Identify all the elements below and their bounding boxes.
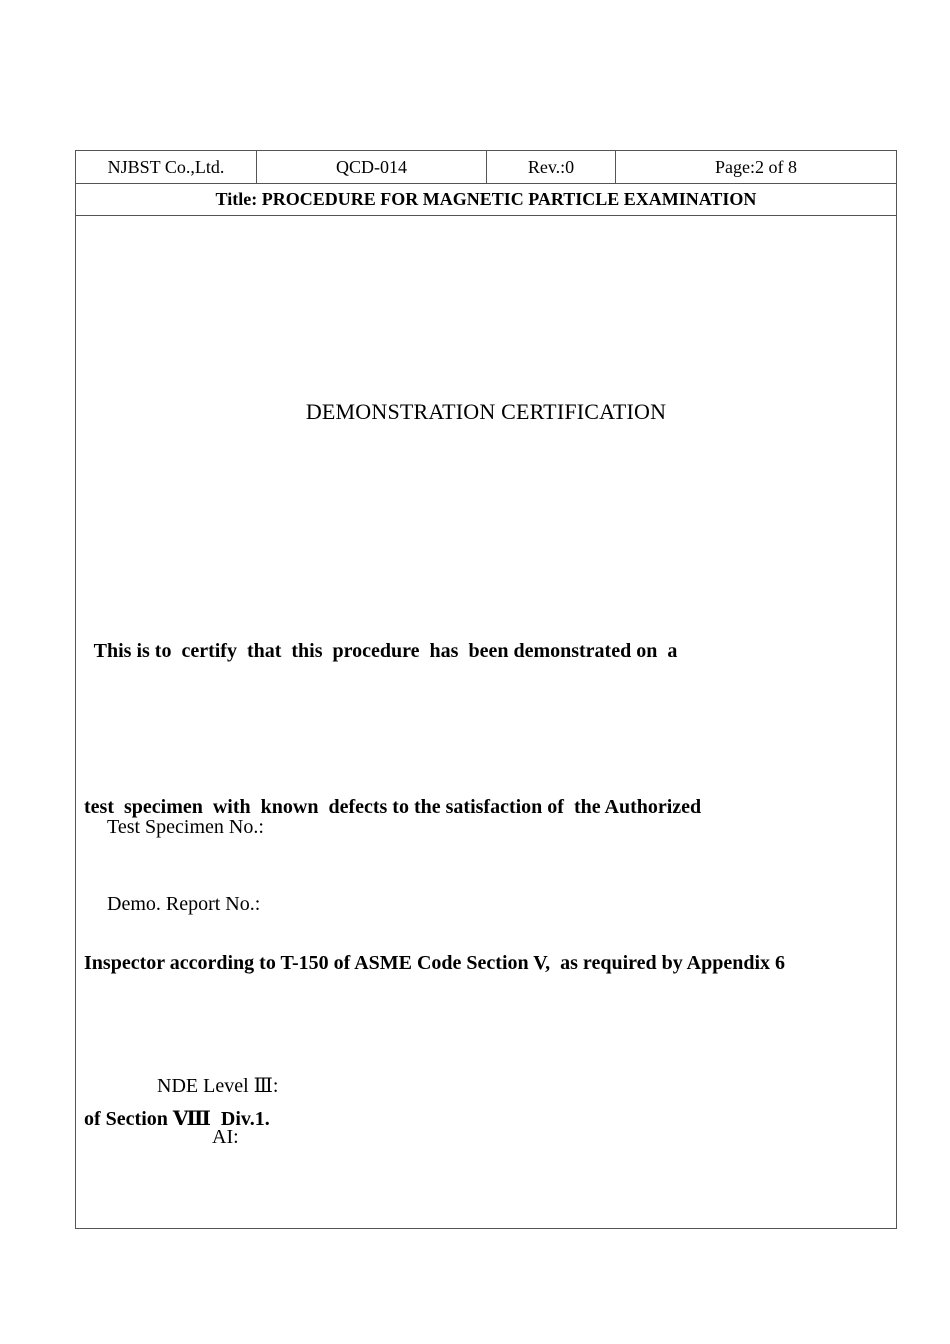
page-number: Page:2 of 8 <box>715 156 797 177</box>
certification-heading: DEMONSTRATION CERTIFICATION <box>305 399 667 424</box>
test-specimen-label: Test Specimen No.: <box>107 816 264 838</box>
statement-line: This is to certify that this procedure has been demonstrated on a <box>84 640 678 662</box>
certification-statement <box>84 521 884 1249</box>
company-name: NJBST Co.,Ltd. <box>76 151 257 183</box>
certification-body <box>76 216 896 1228</box>
statement-line: test specimen with known defects to the satisfaction of the Authorized <box>84 796 702 818</box>
demo-report-label: Demo. Report No.: <box>107 893 261 915</box>
ai-label: AI: <box>212 1126 239 1148</box>
document-title: Title: PROCEDURE FOR MAGNETIC PARTICLE EXAMINATION <box>76 184 896 216</box>
procedure-page <box>75 150 897 1229</box>
nde-level-label: NDE Level Ⅲ: <box>157 1075 279 1097</box>
header-row <box>76 151 896 184</box>
statement-line: Inspector according to T-150 of ASME Code Section V, as required by Appendix 6 <box>84 952 786 974</box>
document-number: QCD-014 <box>257 151 487 183</box>
statement-line: of Section Ⅷ Div.1. <box>84 1108 270 1130</box>
revision-number: Rev.:0 <box>487 151 616 183</box>
